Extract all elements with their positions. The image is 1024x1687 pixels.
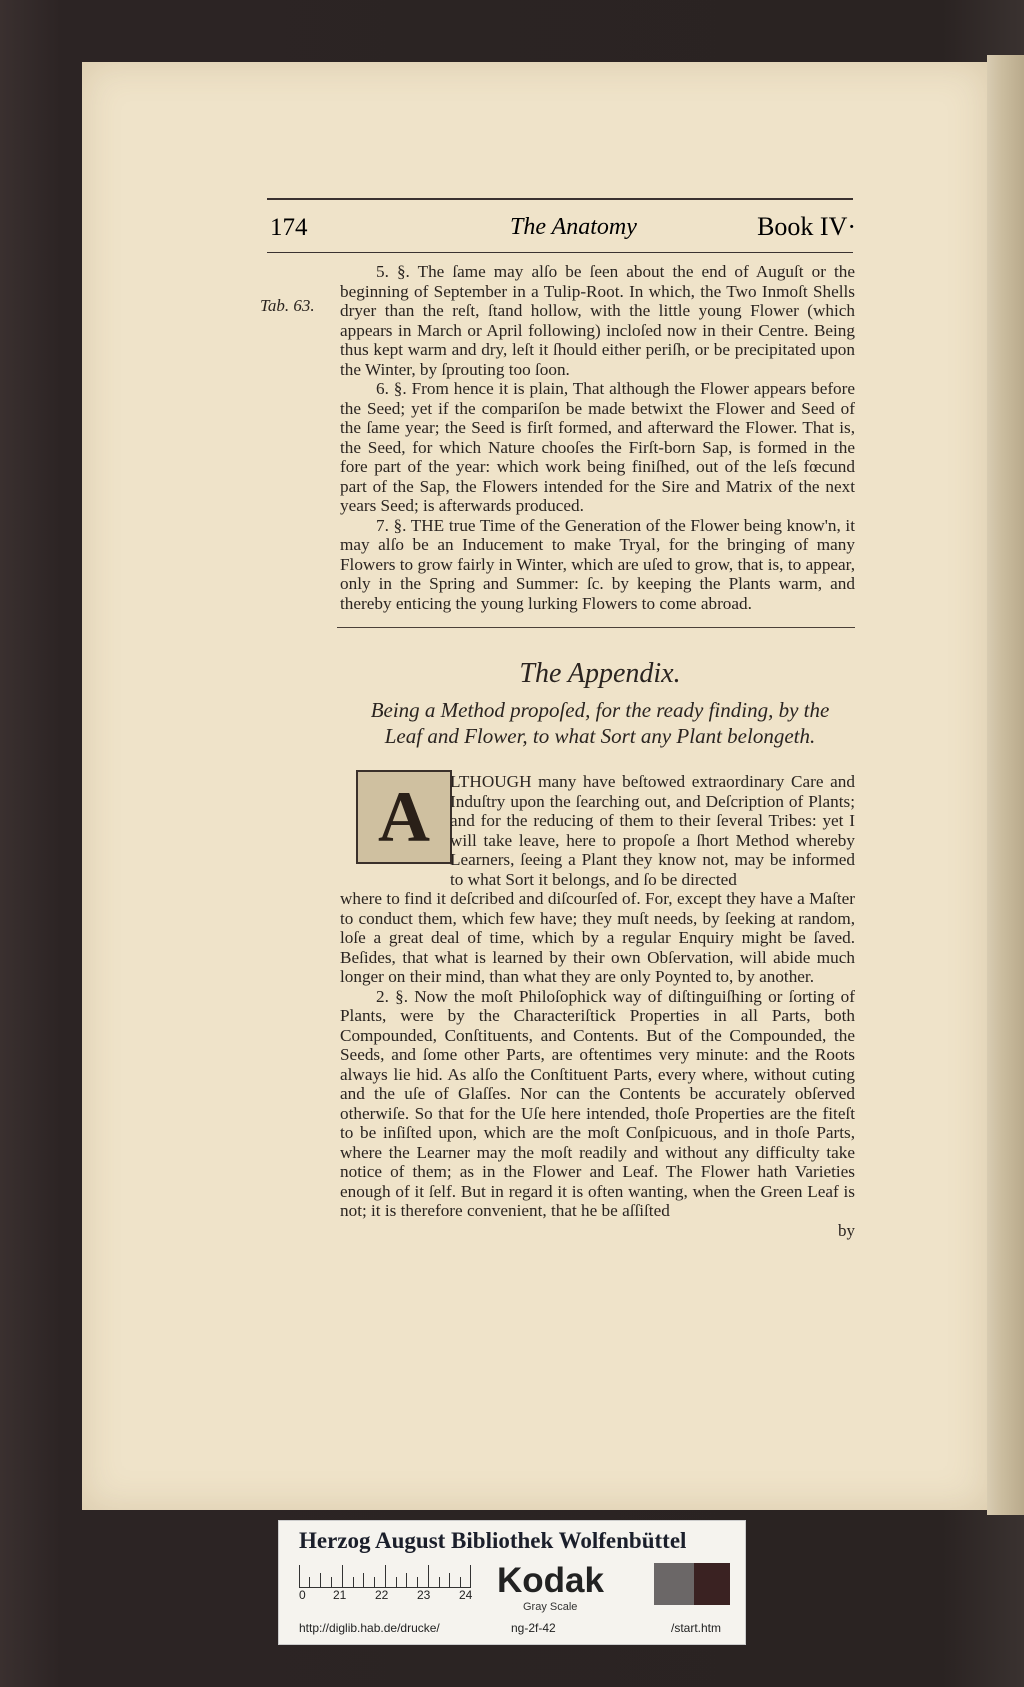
scale-ruler bbox=[299, 1565, 471, 1588]
paragraph-section-7: 7. §. THE true Time of the Generation of the Flower being know'n, it may alſo be an Inducement to make Tryal, for the bringing of many Flowers to grow fairly in Winter, which are uſed to grow, that is, to appear, only in the Spring and Summer: ſc. by keeping the Plants warm, and thereby enticing the young lurking Flowers to come abroad. bbox=[340, 515, 855, 613]
paragraph-section-6: 6. §. From hence it is plain, That although the Flower appears before the Seed; yet if the compariſon be made betwixt the Flower and Seed of the ſame year; the Seed is firſt formed, and afterward the Flower. That is, the Seed, for which Nature chooſes the Firſt-born Sap, is formed in the fore part of the year: which work being finiſhed, out of the leſs fœcund part of the Sap, the Flowers intended for the Sire and Matrix of the next years Seed; is afterwards produced. bbox=[340, 379, 855, 515]
page-header bbox=[270, 208, 856, 248]
margin-note: Tab. 63. bbox=[260, 296, 315, 315]
appendix-subtitle bbox=[300, 697, 900, 749]
ruler-number: 23 bbox=[417, 1588, 431, 1602]
header-bottom-rule bbox=[267, 252, 853, 253]
appendix-subtitle-line-2: Leaf and Flower, to what Sort any Plant belongeth. bbox=[384, 724, 816, 748]
ruler-tick bbox=[439, 1577, 440, 1587]
dark-swatch bbox=[694, 1563, 730, 1605]
appendix-paragraph-2: 2. §. Now the moſt Philoſophick way of diſtinguiſhing or ſorting of Plants, were by the Characteriſtick Properties in all Parts, both Compounded, Conſtituents, and Contents. But of the Compounded, the Seeds, and ſome other Parts, are oftentimes very minute: and the Roots always lie hid. As alſo the Conſtituent Parts, every where, without cuting and the uſe of Glaſſes. Nor can the Contents be accurately obſerved otherwiſe. So that for the Uſe here intended, thoſe Properties are the fiteſt to be inſiſted upon, which are the moſt Conſpicuous, and in thoſe Parts, where the Learner may the moſt readily and without any difficulty take notice of them; as in the Flower and Leaf. The Flower hath Varieties enough of it ſelf. But in regard it is often wanting, when the Green Leaf is not; it is therefore convenient, that he be aſſiſted bbox=[340, 986, 855, 1220]
paragraph-section-5: 5. §. The ſame may alſo be ſeen about the end of Auguſt or the beginning of September in a Tulip-Root. In which, the Two Inmoſt Shells dryer than the reſt, ſtand hollow, with the little young Flower (which appears in March or April following) incloſed now in their Centre. Being thus kept warm and dry, leſt it ſhould either periſh, or be precipitated upon the Winter, by ſprouting too ſoon. bbox=[340, 262, 855, 379]
body-text-sections bbox=[340, 262, 855, 613]
ruler-tick bbox=[320, 1573, 321, 1587]
gray-scale-label: Gray Scale bbox=[523, 1601, 578, 1613]
ruler-tick bbox=[342, 1565, 343, 1587]
section-divider bbox=[337, 627, 855, 628]
running-title: The Anatomy bbox=[510, 214, 637, 240]
ruler-tick bbox=[449, 1573, 450, 1587]
ruler-number: 21 bbox=[333, 1588, 347, 1602]
library-name: Herzog August Bibliothek Wolfenbüttel bbox=[299, 1528, 687, 1553]
ruler-number: 22 bbox=[375, 1588, 389, 1602]
header-top-rule bbox=[267, 198, 853, 200]
library-color-target bbox=[278, 1520, 746, 1645]
stamp-code: ng-2f-42 bbox=[511, 1621, 556, 1635]
catchword: by bbox=[838, 1220, 855, 1240]
appendix-paragraph-1-rest: where to find it deſcribed and diſcourſed of. For, except they have a Maſter to conduct them, which few have; they muſt needs, by ſeeking at random, loſe a great deal of time, which by a regular Enquiry might be ſaved. Beſides, that what is learned by their own Obſervation, will abide much longer on their mind, than what they are only Poynted to, by another. bbox=[340, 889, 855, 986]
ruler-tick bbox=[417, 1577, 418, 1587]
ruler-tick bbox=[428, 1565, 429, 1587]
next-page-edge bbox=[987, 55, 1024, 1515]
ruler-tick bbox=[299, 1565, 300, 1587]
appendix-paragraph-1-lead: LTHOUGH many have beſtowed extraordinary Care and Induſtry upon the ſearching out, and Deſcription of Plants; and for the reducing of them to their ſeveral Tribes: yet I will take leave, here to propoſe a ſhort Method whereby Learners, ſeeing a Plant they know not, may be informed to what Sort it belongs, and ſo be directed bbox=[450, 772, 855, 889]
ruler-tick bbox=[374, 1577, 375, 1587]
ruler-number: 0 bbox=[299, 1588, 306, 1602]
kodak-logo: Kodak bbox=[497, 1561, 604, 1600]
ruler-tick bbox=[470, 1565, 471, 1587]
ruler-tick bbox=[396, 1577, 397, 1587]
ruler-tick bbox=[331, 1577, 332, 1587]
ruler-tick bbox=[460, 1577, 461, 1587]
stamp-start: /start.htm bbox=[671, 1621, 722, 1635]
decorated-initial-letter: A bbox=[378, 777, 430, 857]
book-label: Book IV· bbox=[757, 212, 856, 241]
ruler-tick bbox=[363, 1573, 364, 1587]
gray-swatch bbox=[654, 1563, 694, 1605]
ruler-tick bbox=[353, 1577, 354, 1587]
ruler-number: 24 bbox=[459, 1588, 473, 1602]
body-text-appendix bbox=[340, 772, 855, 1240]
appendix-subtitle-line-1: Being a Method propoſed, for the ready finding, by the bbox=[370, 698, 830, 722]
ruler-tick bbox=[385, 1565, 386, 1587]
ruler-tick bbox=[309, 1577, 310, 1587]
appendix-title: The Appendix. bbox=[519, 658, 681, 689]
page-number: 174 bbox=[270, 214, 308, 241]
ruler-tick bbox=[406, 1573, 407, 1587]
stamp-url: http://diglib.hab.de/drucke/ bbox=[299, 1621, 440, 1635]
